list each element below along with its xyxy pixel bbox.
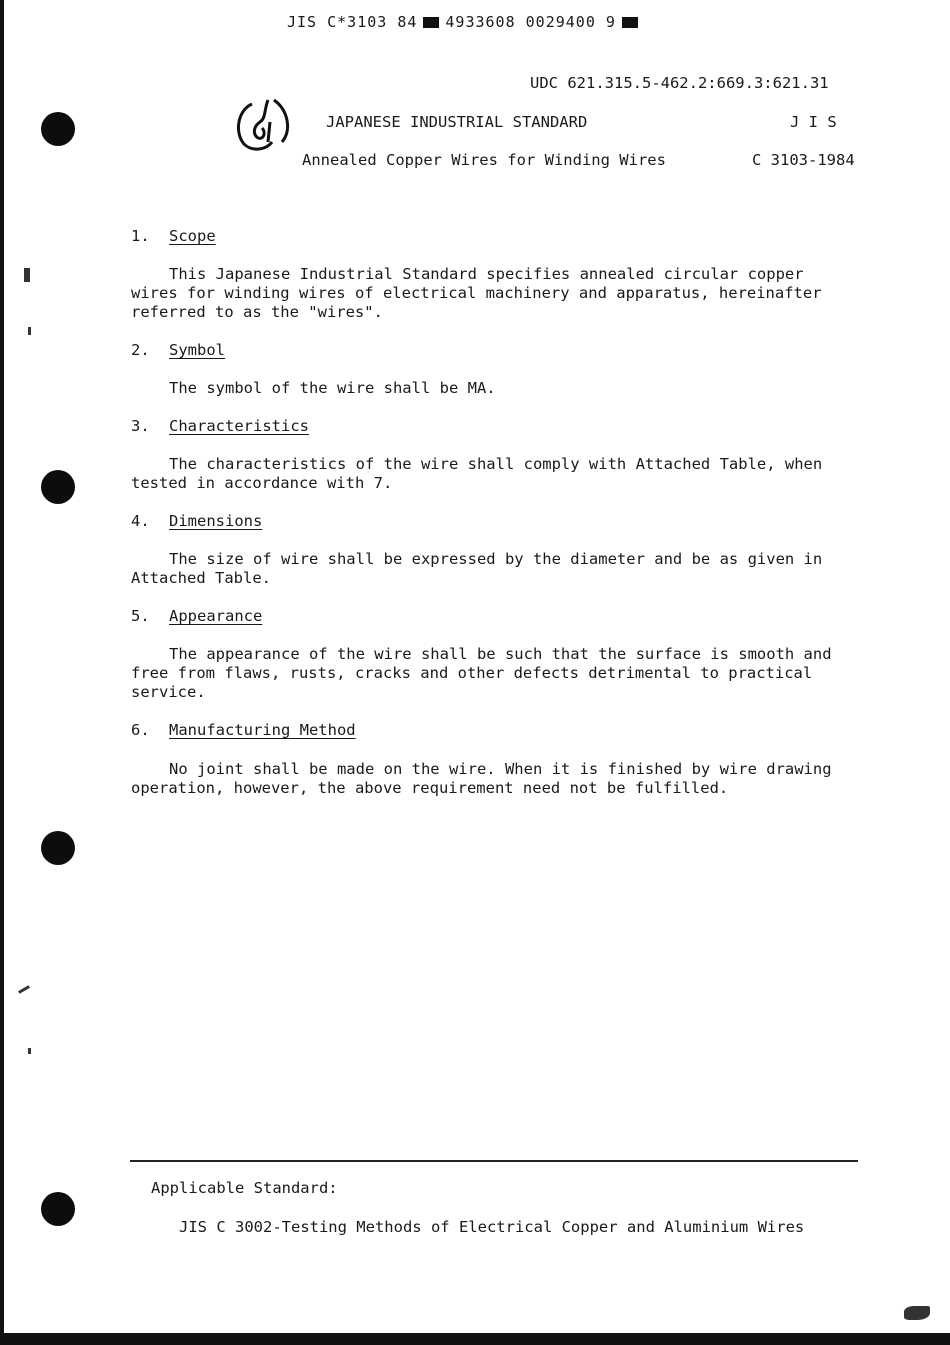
section-body: [131, 550, 851, 588]
header-code-part1: JIS C*3103 84: [287, 13, 418, 31]
punch-hole-3: [41, 831, 75, 865]
section-title: Dimensions: [169, 512, 263, 530]
section-body-text: This Japanese Industrial Standard specifies annealed circular copper wires for winding wires of electrical machinery and apparatus, hereinafter referred to as the "wires".: [131, 265, 822, 321]
section-number: 5.: [131, 607, 150, 625]
scan-speck: [904, 1306, 930, 1320]
document-number: C 3103-1984: [752, 151, 855, 169]
punch-hole-1: [41, 112, 75, 146]
jis-logo-icon: [230, 92, 296, 156]
section-title: Symbol: [169, 341, 225, 359]
section-body: [131, 379, 851, 398]
section-body-text: The symbol of the wire shall be MA.: [169, 379, 496, 397]
punch-hole-4: [41, 1192, 75, 1226]
scan-left-border: [0, 0, 4, 1345]
scan-speck: [28, 1048, 31, 1054]
scan-bottom-border: [0, 1333, 950, 1345]
section-title: Scope: [169, 227, 216, 245]
header-code: [287, 13, 644, 31]
section-number: 6.: [131, 721, 150, 739]
section-number: 3.: [131, 417, 150, 435]
section-title: Manufacturing Method: [169, 721, 356, 739]
section-body-text: The characteristics of the wire shall comply with Attached Table, when tested in accordance with 7.: [131, 455, 823, 492]
section-body: [131, 265, 851, 322]
scan-speck: [24, 268, 30, 282]
section-body: [131, 455, 851, 493]
redaction-bar: [622, 17, 638, 28]
document-title: Annealed Copper Wires for Winding Wires: [302, 151, 666, 169]
scan-speck: [18, 985, 30, 994]
applicable-standard-item: JIS C 3002-Testing Methods of Electrical Copper and Aluminium Wires: [179, 1218, 805, 1236]
jis-mark: J I S: [790, 113, 837, 131]
section-number: 4.: [131, 512, 150, 530]
redaction-bar: [423, 17, 439, 28]
standard-title: JAPANESE INDUSTRIAL STANDARD: [326, 113, 588, 131]
section-body-text: The size of wire shall be expressed by the diameter and be as given in Attached Table.: [131, 550, 823, 587]
section-body: [131, 760, 851, 798]
punch-hole-2: [41, 470, 75, 504]
scan-speck: [28, 327, 31, 335]
section-body-text: No joint shall be made on the wire. When it is finished by wire drawing operation, however, the above requirement need not be fulfilled.: [131, 760, 832, 797]
section-title: Appearance: [169, 607, 263, 625]
section-number: 1.: [131, 227, 150, 245]
header-code-part2: 4933608 0029400 9: [445, 13, 616, 31]
applicable-standard-label: Applicable Standard:: [151, 1179, 338, 1197]
footnote-divider: [130, 1160, 858, 1162]
section-title: Characteristics: [169, 417, 309, 435]
section-body-text: The appearance of the wire shall be such that the surface is smooth and free from flaws, rusts, cracks and other defects detrimental to practical service.: [131, 645, 832, 701]
udc-code: UDC 621.315.5-462.2:669.3:621.31: [530, 74, 829, 92]
section-body: [131, 645, 851, 702]
section-number: 2.: [131, 341, 150, 359]
